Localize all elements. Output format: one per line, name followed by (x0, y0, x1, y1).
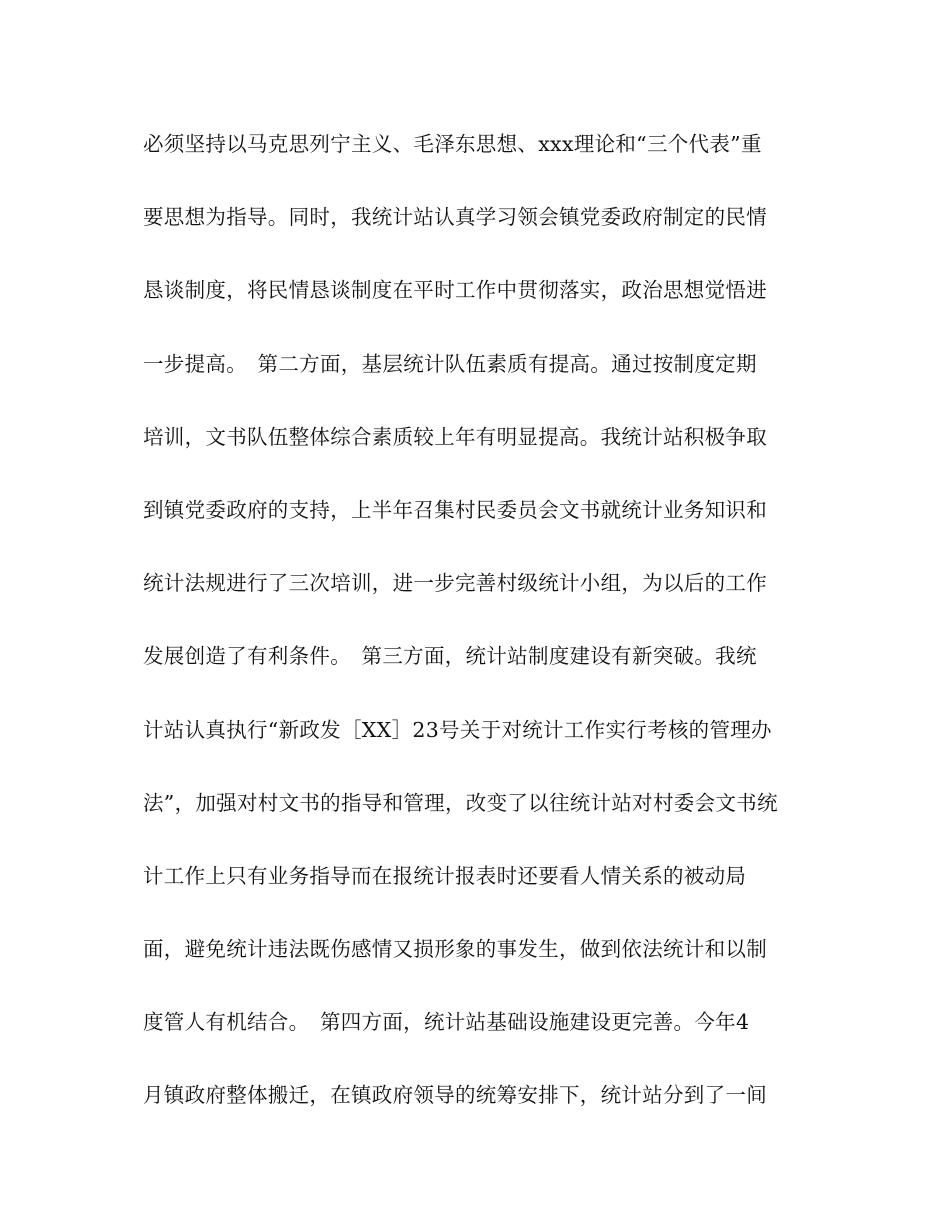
text-line: 法”，加强对村文书的指导和管理，改变了以往统计站对村委会文书统 (143, 790, 778, 815)
text-line: 统计法规进行了三次培训，进一步完善村级统计小组，为以后的工作 (143, 571, 767, 596)
text-line: 培训，文书队伍整体综合素质较上年有明显提高。我统计站积极争取 (143, 424, 767, 449)
text-line: 一步提高。 第二方面，基层统计队伍素质有提高。通过按制度定期 (143, 351, 757, 376)
text-line: 面，避免统计违法既伤感情又损形象的事发生，做到依法统计和以制 (143, 937, 767, 962)
body-text (143, 122, 823, 1147)
text-line: 恳谈制度，将民情恳谈制度在平时工作中贯彻落实，政治思想觉悟进 (143, 278, 767, 303)
text-line: 月镇政府整体搬迁，在镇政府领导的统筹安排下，统计站分到了一间 (143, 1083, 767, 1108)
text-line: 计站认真执行“新政发［XX］23号关于对统计工作实行考核的管理办 (143, 717, 772, 742)
text-line: 发展创造了有利条件。 第三方面，统计站制度建设有新突破。我统 (143, 644, 757, 669)
text-line: 计工作上只有业务指导而在报统计报表时还要看人情关系的被动局 (143, 863, 747, 888)
text-line: 到镇党委政府的支持，上半年召集村民委员会文书就统计业务知识和 (143, 497, 767, 522)
text-line: 度管人有机结合。 第四方面，统计站基础设施建设更完善。今年4 (143, 1010, 750, 1035)
text-line: 要思想为指导。同时，我统计站认真学习领会镇党委政府制定的民情 (143, 205, 767, 230)
text-line: 必须坚持以马克思列宁主义、毛泽东思想、xxx理论和“三个代表”重 (143, 132, 762, 156)
